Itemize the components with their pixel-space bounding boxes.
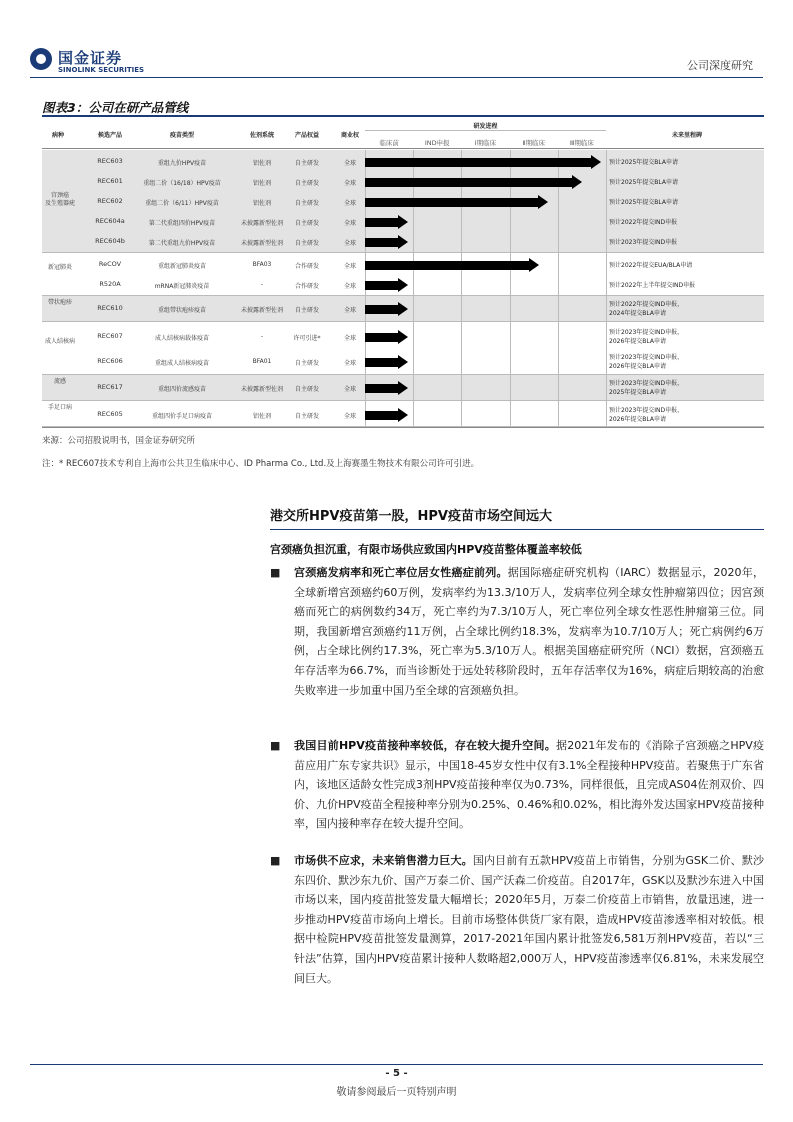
figure-note: 注：* REC607技术专利自上海市公共卫生临床中心、ID Pharma Co., Ltd.及上海赛墨生物技术有限公司许可引进。: [42, 459, 480, 469]
disease-label: 新冠肺炎: [47, 264, 72, 271]
column-header-progress: 研发进程: [473, 123, 498, 130]
document-type: 公司深度研究: [687, 59, 753, 72]
stage-divider: [461, 150, 462, 426]
product-code: REC602: [97, 197, 123, 205]
bullet-lead: 我国目前HPV疫苗接种率较低，存在较大提升空间。: [294, 739, 557, 752]
commercial-rights: 全球: [343, 180, 356, 187]
bullet-paragraph: [270, 736, 764, 834]
future-milestone: 预计2025年提交BLA申请: [609, 178, 678, 186]
group-divider: [42, 295, 764, 296]
stage-header: Ⅲ期临床: [569, 139, 594, 147]
column-header: 疫苗类型: [169, 132, 194, 139]
commercial-rights: 全球: [343, 283, 356, 290]
progress-bar: [365, 158, 591, 167]
header-rule: [365, 130, 606, 131]
stage-divider: [510, 150, 511, 426]
figure-title: 图表3：公司在研产品管线: [42, 100, 189, 115]
progress-arrowhead: [398, 235, 408, 249]
product-rights: 自主研发: [294, 307, 319, 314]
adjuvant-system: 铝佐剂: [252, 200, 271, 207]
adjuvant-system: 未披露新型佐剂: [240, 240, 283, 247]
product-rights: 自主研发: [294, 386, 319, 393]
page-number: - 5 -: [385, 1068, 408, 1079]
disease-label: 成人结核病: [44, 338, 75, 345]
future-milestone: 预计2025年提交BLA申请: [609, 198, 678, 206]
group-divider: [42, 252, 764, 253]
vaccine-type: 重组九价HPV疫苗: [157, 160, 207, 167]
product-code: REC617: [97, 383, 123, 391]
commercial-rights: 全球: [343, 307, 356, 314]
product-code: REC605: [97, 410, 123, 418]
column-header: 候选产品: [97, 132, 122, 139]
logo-name: 国金证券: [58, 49, 123, 67]
commercial-rights: 全球: [343, 413, 356, 420]
progress-bar: [365, 305, 398, 314]
adjuvant-system: 铝佐剂: [252, 180, 271, 187]
product-rights: 许可引进*: [293, 335, 321, 342]
progress-arrowhead: [538, 195, 548, 209]
stage-header: Ⅰ期临床: [474, 139, 497, 147]
adjuvant-system: 未披露新型佐剂: [240, 386, 283, 393]
future-milestone: 预计2022年提交IND申报， 2024年提交BLA申请: [609, 301, 684, 317]
product-code: R520A: [99, 280, 121, 288]
commercial-rights: 全球: [343, 263, 356, 270]
progress-bar: [365, 198, 538, 207]
progress-arrowhead: [398, 355, 408, 369]
column-header: 病种: [51, 132, 64, 139]
logo-icon: [30, 48, 52, 70]
future-milestone: 预计2022年提交IND申报: [609, 218, 678, 226]
stage-divider: [606, 150, 607, 426]
product-rights: 合作研发: [294, 283, 319, 290]
bullet-text: 据2021年发布的《消除子宫颈癌之HPV疫苗应用广东专家共识》显示，中国18-45岁女性中仅有3.1%全程接种HPV疫苗。若聚焦于广东省内，该地区适龄女性完成3剂HPV疫苗接种率仅为0.73%，同样很低，且完成AS04佐剂双价、四价、九价HPV疫苗全程接种率分别为0.25%、0.46%和0.02%，相比海外发达国家HPV疫苗接种率，国内接种率存在较大提升空间。: [294, 739, 764, 831]
progress-arrowhead: [572, 175, 582, 189]
progress-arrowhead: [529, 258, 539, 272]
bullet-square-icon: ■: [270, 854, 281, 867]
adjuvant-system: 铝佐剂: [252, 160, 271, 167]
product-rights: 自主研发: [294, 240, 319, 247]
progress-arrowhead: [398, 278, 408, 292]
commercial-rights: 全球: [343, 335, 356, 342]
progress-bar: [365, 261, 529, 270]
vaccine-type: mRNA新冠肺炎疫苗: [154, 283, 210, 290]
progress-bar: [365, 333, 398, 342]
progress-arrowhead: [398, 381, 408, 395]
bullet-paragraph: [270, 563, 764, 700]
progress-bar: [365, 178, 572, 187]
commercial-rights: 全球: [343, 160, 356, 167]
section-subheading: 宫颈癌负担沉重，有限市场供应致国内HPV疫苗整体覆盖率较低: [270, 543, 582, 556]
vaccine-type: 重组二价（6/11）HPV疫苗: [145, 200, 219, 207]
column-header: 佐剂系统: [249, 132, 274, 139]
bullet-lead: 市场供不应求，未来销售潜力巨大。: [294, 854, 473, 867]
disease-label: 手足口病: [47, 404, 72, 411]
vaccine-type: 重组四价手足口病疫苗: [151, 413, 212, 420]
bullet-text: 国内目前有五款HPV疫苗上市销售，分别为GSK二价、默沙东四价、默沙东九价、国产万泰二价、国产沃森二价疫苗。自2017年，GSK以及默沙东进入中国市场以来，国内疫苗批签发量大幅增长；2020年5月，万泰二价疫苗上市销售，放量迅速，进一步推动HPV疫苗市场向上增长。目前市场整体供货厂家有限，造成HPV疫苗渗透率相对较低。根据中检院HPV疫苗批签发量测算，2017-2021年国内累计批签发6,581万剂HPV疫苗，若以“三针法”估算，国内HPV疫苗累计接种人数略超2,000万人，HPV疫苗渗透率仅6.81%，未来发展空间巨大。: [294, 854, 764, 985]
future-milestone: 预计2022年提交EUA/BLA申请: [609, 261, 693, 269]
progress-arrowhead: [398, 408, 408, 422]
adjuvant-system: 铝佐剂: [252, 413, 271, 420]
stage-header: IND申报: [424, 139, 450, 147]
vaccine-type: 重组二价（16/18）HPV疫苗: [143, 180, 221, 187]
vaccine-type: 重组成人结核病疫苗: [154, 360, 209, 367]
adjuvant-system: -: [260, 333, 264, 340]
bullet-text: 据国际癌症研究机构（IARC）数据显示，2020年，全球新增宫颈癌约60万例，发病率约为13.3/10万人，发病率位列全球女性肿瘤第四位；因宫颈癌而死亡的病例数约34万，死亡率约为7.3/10万人，死亡率位列全球女性恶性肿瘤第三位。同期，我国新增宫颈癌约11万例，占全球比例约18.3%，发病率为10.7/10万人；死亡病例约6万例，占全球比例约17.3%，死亡率为5.3/10万人。根据美国癌症研究所（NCI）数据，宫颈癌五年存活率为66.7%，而当诊断处于远处转移阶段时，五年存活率仅为16%，病症后期较高的治愈失败率进一步加重中国乃至全球的宫颈癌负担。: [294, 566, 764, 697]
commercial-rights: 全球: [343, 200, 356, 207]
progress-arrowhead: [398, 302, 408, 316]
product-code: REC604b: [95, 237, 125, 245]
group-divider: [42, 321, 764, 322]
product-code: REC603: [97, 157, 123, 165]
disease-label: 带状疱疹: [47, 299, 72, 306]
product-code: REC606: [97, 357, 123, 365]
disease-label: 流感: [53, 378, 66, 385]
commercial-rights: 全球: [343, 360, 356, 367]
vaccine-type: 第二代重组九价HPV疫苗: [148, 240, 216, 247]
future-milestone: 预计2023年提交IND申报， 2026年提交BLA申请: [609, 407, 684, 423]
section-heading: 港交所HPV疫苗第一股，HPV疫苗市场空间远大: [270, 509, 552, 524]
stage-header: 临床前: [379, 139, 399, 147]
stage-header: Ⅱ期临床: [522, 139, 546, 147]
progress-bar: [365, 238, 398, 247]
figure-source: 来源：公司招股说明书，国金证券研究所: [42, 436, 196, 446]
product-rights: 自主研发: [294, 220, 319, 227]
bullet-paragraph: [270, 851, 764, 988]
section-divider: [270, 529, 764, 530]
future-milestone: 预计2023年提交IND申报， 2025年提交BLA申请: [609, 380, 684, 396]
adjuvant-system: BFA01: [252, 358, 272, 365]
product-rights: 自主研发: [294, 180, 319, 187]
column-header: 商业权: [340, 132, 359, 139]
product-code: REC610: [97, 304, 123, 312]
commercial-rights: 全球: [343, 220, 356, 227]
future-milestone: 预计2022年上半年提交IND申报: [609, 281, 696, 289]
progress-arrowhead: [398, 330, 408, 344]
progress-bar: [365, 218, 398, 227]
bullet-square-icon: ■: [270, 566, 281, 579]
column-header-milestone: 未来里程碑: [671, 132, 702, 139]
future-milestone: 预计2023年提交IND申报: [609, 238, 678, 246]
vaccine-type: 重组带状疱疹疫苗: [157, 307, 206, 314]
stage-divider: [413, 150, 414, 426]
progress-arrowhead: [591, 155, 601, 169]
footer-divider: [30, 1064, 763, 1065]
adjuvant-system: 未披露新型佐剂: [240, 220, 283, 227]
progress-bar: [365, 411, 398, 420]
logo-english-name: SINOLINK SECURITIES: [58, 66, 145, 74]
bullet-lead: 宫颈癌发病率和死亡率位居女性癌症前列。: [294, 566, 508, 579]
header-bottom-rule: [42, 148, 764, 149]
product-rights: 自主研发: [294, 360, 319, 367]
progress-bar: [365, 384, 398, 393]
commercial-rights: 全球: [343, 240, 356, 247]
vaccine-type: 重组四价流感疫苗: [157, 386, 206, 393]
adjuvant-system: BFA03: [252, 261, 272, 268]
product-code: REC604a: [95, 217, 125, 225]
header-divider: [30, 77, 763, 78]
future-milestone: 预计2025年提交BLA申请: [609, 158, 678, 166]
product-code: REC601: [97, 177, 123, 185]
group-divider: [42, 374, 764, 375]
progress-bar: [365, 358, 398, 367]
future-milestone: 预计2023年提交IND申报， 2026年提交BLA申请: [609, 329, 684, 345]
footer-disclaimer: 敬请参阅最后一页特别声明: [336, 1087, 457, 1098]
progress-bar: [365, 281, 398, 290]
vaccine-type: 成人结核病载体疫苗: [154, 335, 209, 342]
column-header: 产品权益: [294, 132, 319, 139]
adjuvant-system: -: [260, 281, 264, 288]
adjuvant-system: 未披露新型佐剂: [240, 307, 283, 314]
future-milestone: 预计2023年提交IND申报， 2026年提交BLA申请: [609, 354, 684, 370]
disease-label: 宫颈癌 及生殖器疣: [44, 192, 75, 207]
product-rights: 自主研发: [294, 200, 319, 207]
vaccine-type: 第二代重组四价HPV疫苗: [148, 220, 216, 227]
product-code: ReCOV: [98, 260, 122, 268]
figure-top-rule: [42, 115, 764, 117]
product-code: REC607: [97, 332, 123, 340]
vaccine-type: 重组新冠肺炎疫苗: [157, 263, 206, 270]
product-rights: 合作研发: [294, 263, 319, 270]
stage-divider: [558, 150, 559, 426]
commercial-rights: 全球: [343, 386, 356, 393]
product-rights: 自主研发: [294, 413, 319, 420]
table-bottom-rule: [42, 427, 764, 428]
group-divider: [42, 400, 764, 401]
bullet-square-icon: ■: [270, 739, 281, 752]
product-rights: 自主研发: [294, 160, 319, 167]
progress-arrowhead: [398, 215, 408, 229]
